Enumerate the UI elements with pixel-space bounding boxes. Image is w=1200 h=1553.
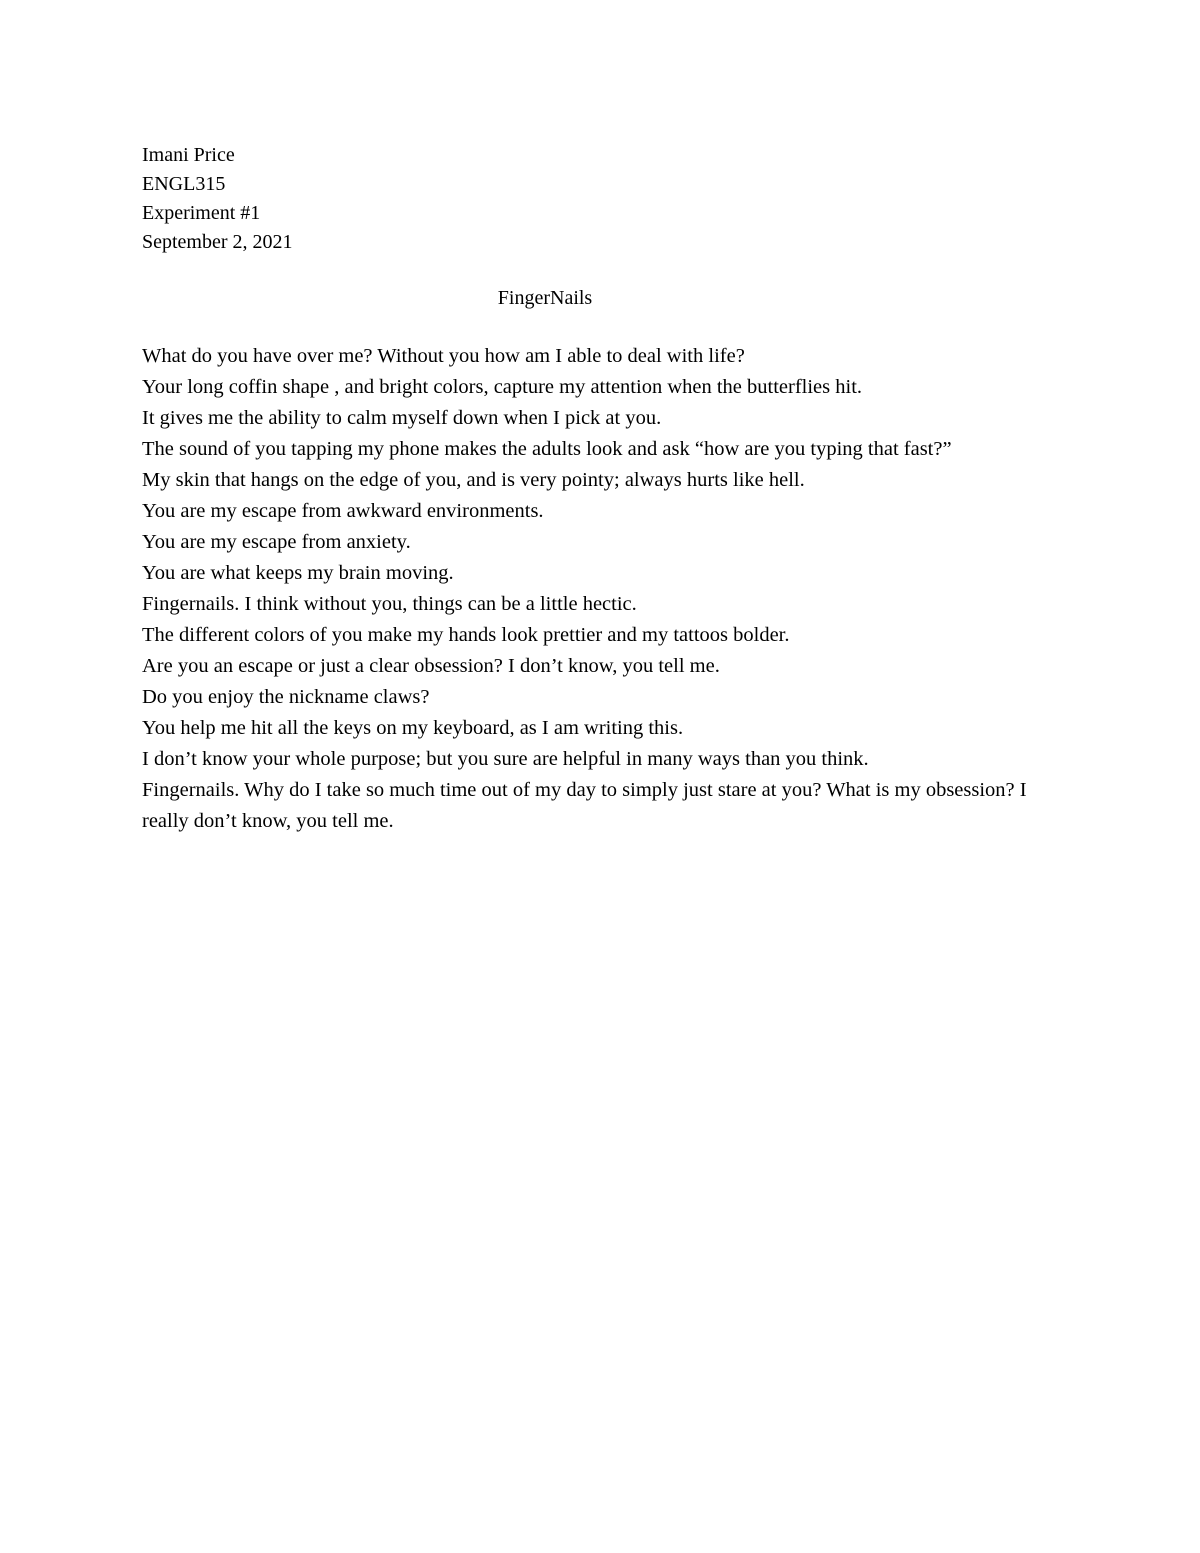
- assignment-name: Experiment #1: [142, 202, 261, 224]
- poem-line: I don’t know your whole purpose; but you sure are helpful in many ways than you think.: [142, 748, 869, 770]
- author-name: Imani Price: [142, 144, 235, 166]
- poem-title: FingerNails: [497, 287, 593, 309]
- poem-line: Fingernails. I think without you, things can be a little hectic.: [142, 593, 637, 615]
- poem-line: The different colors of you make my hands look prettier and my tattoos bolder.: [142, 624, 790, 646]
- poem-line: You help me hit all the keys on my keyboard, as I am writing this.: [142, 717, 684, 739]
- course-code: ENGL315: [142, 173, 226, 195]
- poem-line: The sound of you tapping my phone makes the adults look and ask “how are you typing that fast?”: [142, 438, 952, 460]
- poem-line: You are my escape from awkward environments.: [142, 500, 544, 522]
- poem-line: What do you have over me? Without you how am I able to deal with life?: [142, 345, 745, 367]
- poem-line: Are you an escape or just a clear obsession? I don’t know, you tell me.: [142, 655, 720, 677]
- poem-line: You are what keeps my brain moving.: [142, 562, 454, 584]
- document-date: September 2, 2021: [142, 231, 293, 253]
- document-header: [142, 141, 1042, 257]
- poem-line: It gives me the ability to calm myself down when I pick at you.: [142, 407, 662, 429]
- poem-line: Do you enjoy the nickname claws?: [142, 686, 430, 708]
- poem-line: Your long coffin shape , and bright colors, capture my attention when the butterflies hit.: [142, 376, 863, 398]
- poem-line: My skin that hangs on the edge of you, and is very pointy; always hurts like hell.: [142, 469, 805, 491]
- poem-line: You are my escape from anxiety.: [142, 531, 411, 553]
- poem-body: [142, 341, 1042, 837]
- poem-line: Fingernails. Why do I take so much time out of my day to simply just stare at you? What is my obsession? I really don’t know, you tell me.: [142, 779, 1027, 832]
